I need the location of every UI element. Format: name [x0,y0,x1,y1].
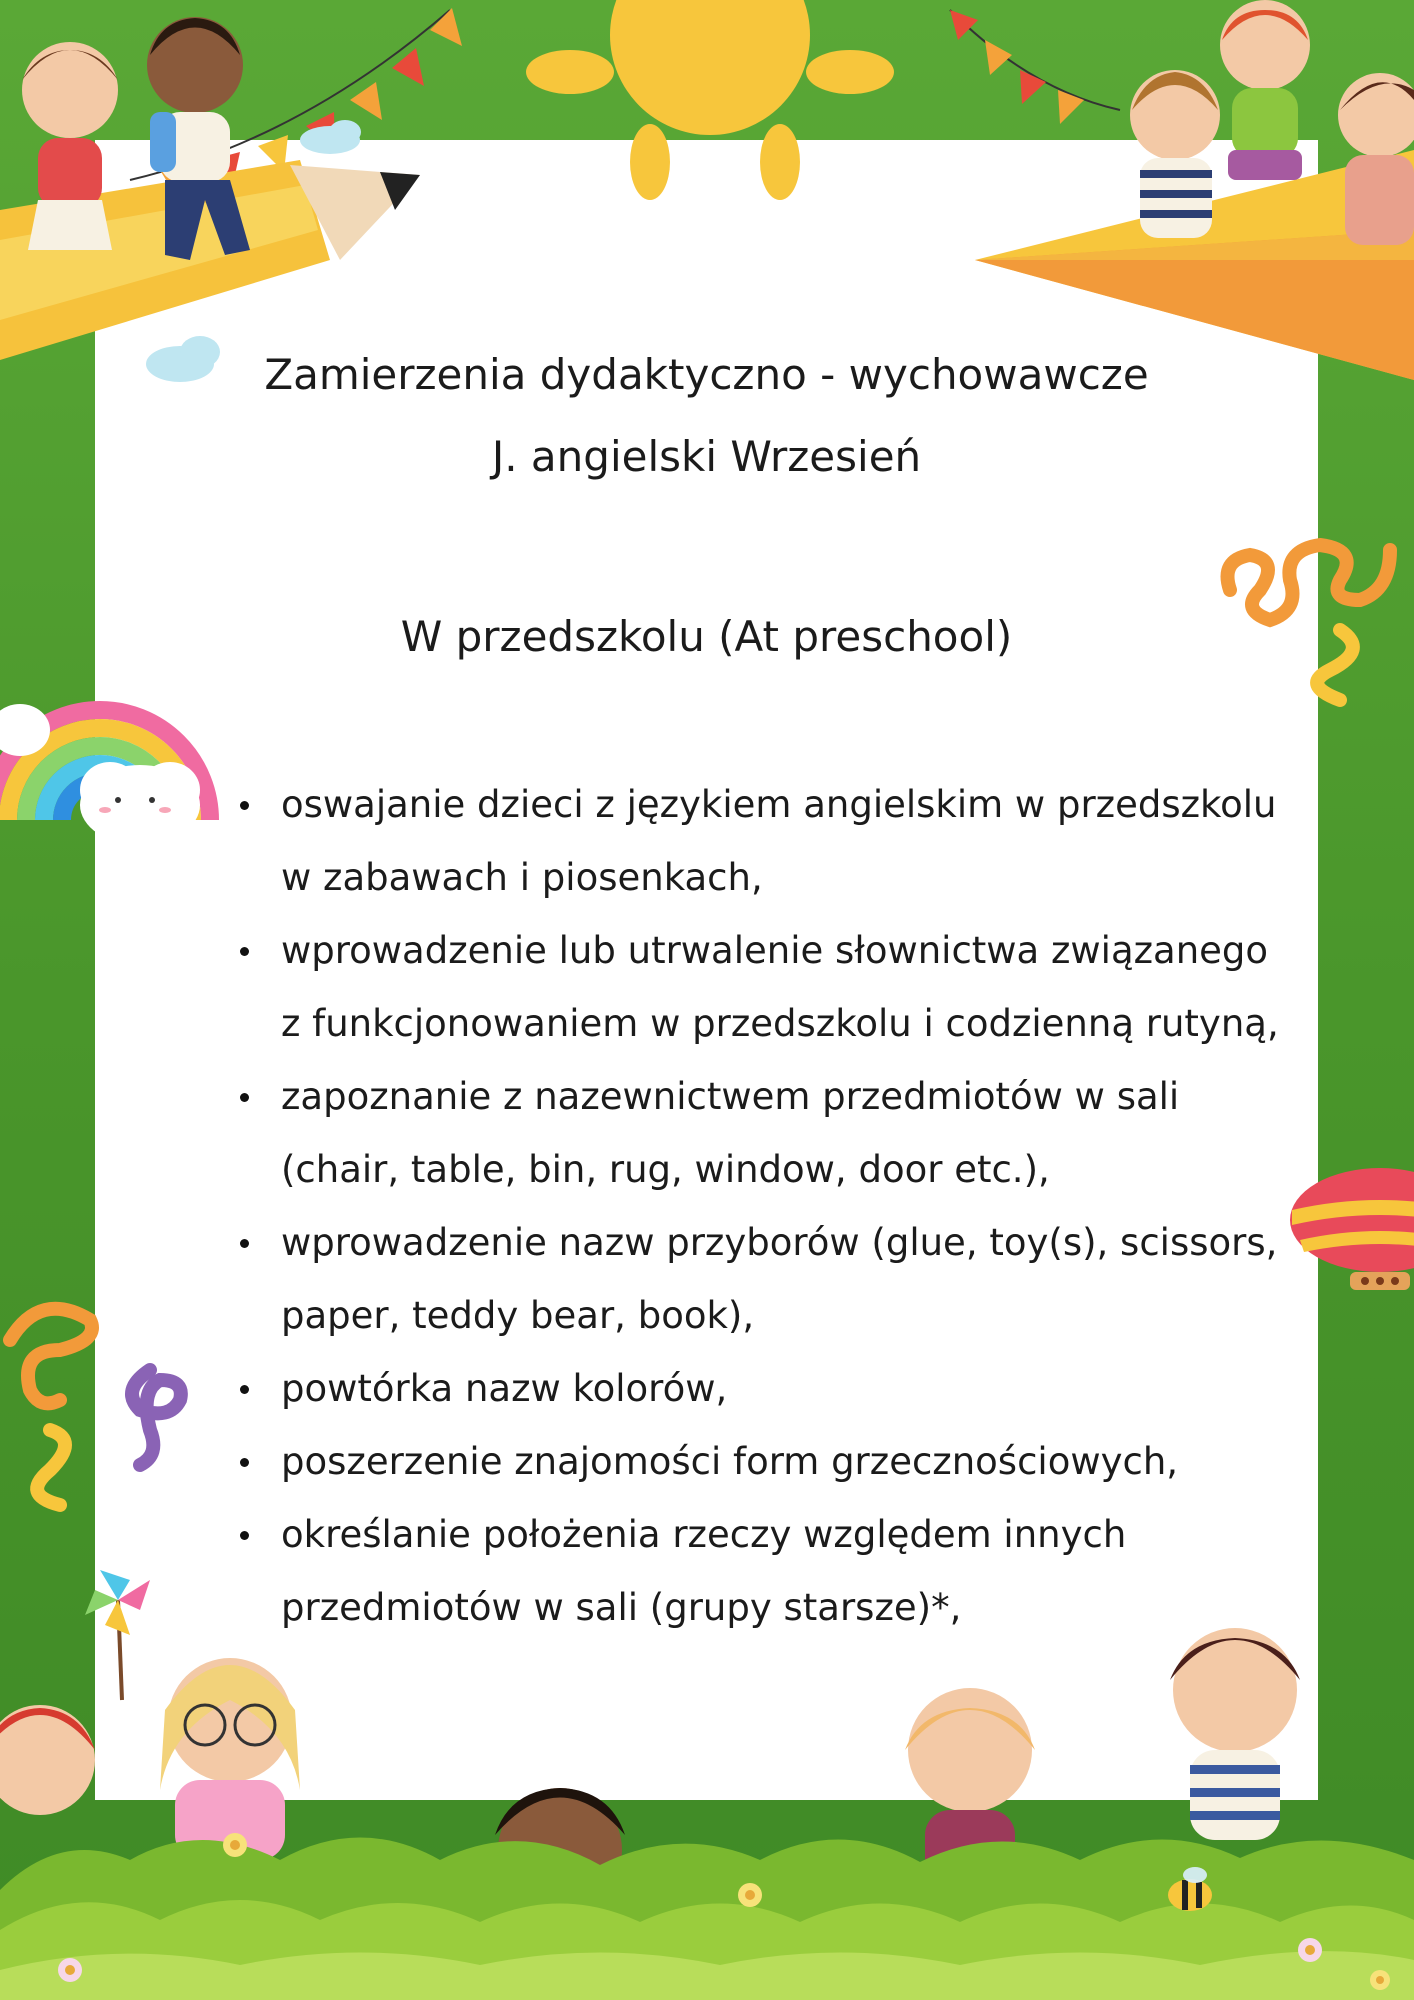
list-item-line: wprowadzenie nazw przyborów (glue, toy(s), scissors, [281,1221,1278,1264]
list-item-line: przedmiotów w sali (grupy starsze)*, [281,1586,962,1629]
list-item [236,1206,1326,1352]
list-item-line: paper, teddy bear, book), [281,1294,755,1337]
list-item [236,914,1326,1060]
grass [0,1838,1414,2000]
list-item [236,1352,1326,1425]
list-item [236,768,1326,914]
section-heading: W przedszkolu (At preschool) [400,612,1013,661]
list-item-line: w zabawach i piosenkach, [281,856,763,899]
page-title: Zamierzenia dydaktyczno - wychowawcze [264,350,1149,399]
list-item-line: oswajanie dzieci z językiem angielskim w przedszkolu [281,783,1277,826]
page-subtitle-month: J. angielski Wrzesień [491,432,922,481]
list-item-line: poszerzenie znajomości form grzecznościowych, [281,1440,1179,1483]
confetti-icon [0,1280,200,1520]
sun-icon [526,0,894,200]
list-item-line: określanie położenia rzeczy względem innych [281,1513,1127,1556]
list-item [236,1498,1326,1644]
list-item [236,1425,1326,1498]
list-item [236,1060,1326,1206]
list-item-line: wprowadzenie lub utrwalenie słownictwa związanego [281,929,1269,972]
list-item-line: powtórka nazw kolorów, [281,1367,728,1410]
list-item-line: z funkcjonowaniem w przedszkolu i codzienną rutyną, [281,1002,1279,1045]
goals-list [236,768,1326,1644]
bunting-icon [950,10,1120,124]
rainbow-icon [0,560,220,860]
top-decoration [0,0,1414,400]
list-item-line: zapoznanie z nazewnictwem przedmiotów w sali [281,1075,1180,1118]
list-item-line: (chair, table, bin, rug, window, door etc.), [281,1148,1050,1191]
pinwheel-icon [85,1570,150,1700]
